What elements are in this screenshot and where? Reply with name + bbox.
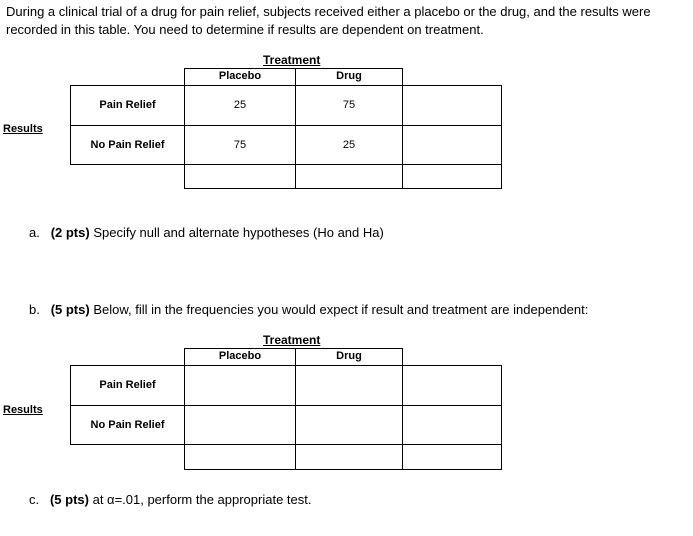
results-label: Results — [3, 404, 43, 416]
row-label: Pain Relief — [99, 379, 156, 391]
question-points: (2 pts) — [50, 225, 90, 240]
results-label: Results — [3, 123, 43, 135]
expected-cell[interactable] — [184, 405, 296, 445]
question-b — [29, 302, 588, 317]
cell-value: 25 — [233, 99, 247, 111]
column-header-drug — [295, 68, 403, 86]
cell-value: 25 — [342, 139, 356, 151]
row-label: No Pain Relief — [90, 139, 165, 151]
table-cell — [295, 125, 403, 165]
question-text: Specify null and alternate hypotheses (Ho and Ha) — [93, 225, 384, 240]
expected-cell[interactable] — [295, 365, 403, 406]
expected-cell[interactable] — [184, 365, 296, 406]
row-label-cell — [70, 85, 185, 126]
question-points: (5 pts) — [50, 302, 90, 317]
table-cell — [184, 85, 296, 126]
intro-text: During a clinical trial of a drug for pain relief, subjects received either a placebo or the drug, and the results were recorded in this table. You need to determine if results are dependent on treatment. — [6, 4, 651, 37]
treatment-header: Treatment — [263, 333, 321, 347]
question-points: (5 pts) — [49, 492, 89, 507]
question-letter: b. — [29, 302, 40, 317]
question-text: at α=.01, perform the appropriate test. — [92, 492, 312, 507]
table-cell-total[interactable] — [402, 164, 502, 189]
cell-value: 75 — [233, 139, 247, 151]
table-cell-total[interactable] — [402, 85, 502, 126]
table-cell-total[interactable] — [295, 164, 403, 189]
expected-cell-total[interactable] — [402, 444, 502, 470]
row-label: Pain Relief — [99, 99, 156, 111]
treatment-header: Treatment — [263, 53, 321, 67]
column-header-label: Placebo — [218, 70, 262, 82]
column-header-placebo — [184, 68, 296, 86]
question-letter: a. — [29, 225, 40, 240]
question-c — [29, 492, 311, 507]
column-header-placebo — [184, 348, 296, 366]
column-header-label: Placebo — [218, 350, 262, 362]
table-cell-total[interactable] — [184, 164, 296, 189]
question-text: Below, fill in the frequencies you would expect if result and treatment are independent: — [93, 302, 589, 317]
row-label-cell — [70, 125, 185, 165]
expected-cell-total[interactable] — [402, 365, 502, 406]
table-cell-total[interactable] — [402, 125, 502, 165]
column-header-label: Drug — [336, 70, 362, 82]
column-header-label: Drug — [336, 350, 362, 362]
row-label-cell — [70, 405, 185, 445]
expected-cell-total[interactable] — [295, 444, 403, 470]
expected-cell-total[interactable] — [402, 405, 502, 445]
table-cell — [184, 125, 296, 165]
row-label: No Pain Relief — [90, 419, 165, 431]
expected-cell-total[interactable] — [184, 444, 296, 470]
row-label-cell — [70, 365, 185, 406]
cell-value: 75 — [342, 99, 356, 111]
column-header-drug — [295, 348, 403, 366]
expected-cell[interactable] — [295, 405, 403, 445]
question-a — [29, 225, 384, 240]
question-letter: c. — [29, 492, 40, 507]
table-cell — [295, 85, 403, 126]
